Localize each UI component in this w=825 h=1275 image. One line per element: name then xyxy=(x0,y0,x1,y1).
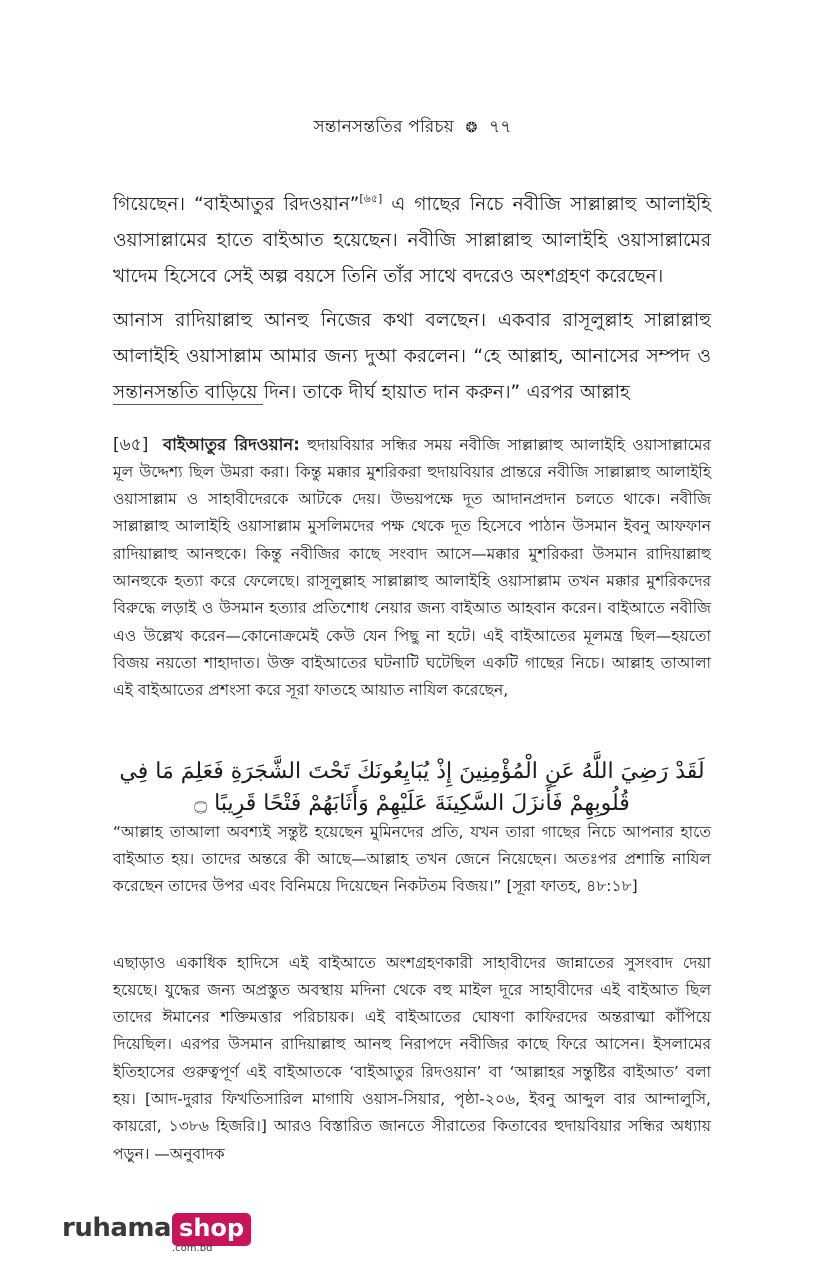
footnote-term: বাইআতুর রিদওয়ান: xyxy=(162,434,300,454)
logo-brand: ruhama xyxy=(62,1213,172,1243)
arabic-verse: لَقَدْ رَضِيَ اللَّهُ عَنِ الْمُؤْمِنِينَ إِذْ يُبَايِعُونَكَ تَحْتَ الشَّجَرَةِ فَعَلِمَ مَا فِي قُلُوبِهِمْ فَأَنزَلَ السَّكِينَةَ عَلَيْهِمْ وَأَثَابَهُمْ فَتْحًا قَرِيبًا ۝ xyxy=(119,759,705,816)
footnote-continuation: এছাড়াও একাধিক হাদিসে এই বাইআতে অংশগ্রহণকারী সাহাবীদের জান্নাতের সুসংবাদ দেয়া হয়েছে। যুদ্ধের জন্য অপ্রস্তুত অবস্থায় মদিনা থেকে বহু মাইল দূরে সাহাবীদের এই বাইআত ছিল তাদের ঈমানের শক্তিমত্তার পরিচায়ক। এই বাইআতের ঘোষণা কাফিরদের অন্তরাত্মা কাঁপিয়ে দিয়েছিল। এরপর উসমান রাদিয়াল্লাহু আনহু নিরাপদে নবীজির কাছে ফিরে আসেন। ইসলামের ইতিহাসের গুরুত্বপূর্ণ এই বাইআতকে ‘বাইআতুর রিদওয়ান’ বা ‘আল্লাহর সন্তুষ্টির বাইআত’ বলা হয়। [আদ-দুরার ফিখতিসারিল মাগাযি ওয়াস-সিয়ার, পৃষ্ঠা-২০৬, ইবনু আব্দুল বার আন্দালুসি, কায়রো, ১৩৮৬ হিজরি।] আরও বিস্তারিত জানতে সীরাতের কিতাবের হুদায়বিয়ার সন্ধির অধ্যায় পড়ুন। —অনুবাদক xyxy=(113,953,711,1163)
verse-translation: “আল্লাহ তাআলা অবশ্যই সন্তুষ্ট হয়েছেন মুমিনদের প্রতি, যখন তারা গাছের নিচে আপনার হাতে বাইআত হয়। তাদের অন্তরে কী আছে—আল্লাহ তখন জেনে নিয়েছেন। অতঃপর প্রশান্তি নাযিল করেছেন তাদের উপর এবং বিনিময়ে দিয়েছেন নিকটতম বিজয়।” [সূরা ফাতহ, ৪৮:১৮] xyxy=(113,822,711,896)
logo-domain: .com.bd xyxy=(172,1243,213,1254)
paragraph-text: গিয়েছেন। “বাইআতুর রিদওয়ান” xyxy=(113,193,360,215)
body-paragraph-2: আনাস রাদিয়াল্লাহু আনহু নিজের কথা বলছেন। একবার রাসূলুল্লাহ সাল্লাল্লাহু আলাইহি ওয়াসাল্লাম আমার জন্য দুআ করলেন। “হে আল্লাহ, আনাসের সম্পদ ও সন্তানসন্ততি বাড়িয়ে দিন। তাকে দীর্ঘ হায়াত দান করুন।” এরপর আল্লাহ xyxy=(113,309,711,403)
footnote-divider xyxy=(113,404,263,405)
body-paragraph-1 xyxy=(113,187,711,295)
page-number: ৭৭ xyxy=(489,117,512,137)
logo-shop-badge: shop xyxy=(172,1213,251,1246)
header-ornament-icon: ❂ xyxy=(465,120,478,136)
footnote-paragraph xyxy=(113,431,711,705)
footnote-marker: [৬৫] xyxy=(113,434,149,455)
footnote-text: হুদায়বিয়ার সন্ধির সময় নবীজি সাল্লাল্লাহু আলাইহি ওয়াসাল্লামের মূল উদ্দেশ্য ছিল উমরা করা। কিন্তু মক্কার মুশরিকরা হুদায়বিয়ার প্রান্তরে নবীজি সাল্লাল্লাহু আলাইহি ওয়াসাল্লাম ও সাহাবীদেরকে আটকে দেয়। উভয়পক্ষে দূত আদানপ্রদান চলতে থাকে। নবীজি সাল্লাল্লাহু আলাইহি ওয়াসাল্লাম মুসলিমদের পক্ষ থেকে দূত হিসেবে পাঠান উসমান ইবনু আফফান রাদিয়াল্লাহু আনহুকে। কিন্তু নবীজির কাছে সংবাদ আসে—মক্কার মুশরিকরা উসমান রাদিয়াল্লাহু আনহুকে হত্যা করে ফেলেছে। রাসূলুল্লাহ সাল্লাল্লাহু আলাইহি ওয়াসাল্লাম তখন মক্কার মুশরিকদের বিরুদ্ধে লড়াই ও উসমান হত্যার প্রতিশোধ নেয়ার জন্য বাইআত আহবান করেন। বাইআতে নবীজি এও উল্লেখ করেন—কোনোক্রমেই কেউ যেন পিছু না হটে। এই বাইআতের মূলমন্ত্র ছিল—হয়তো বিজয় নয়তো শাহাদাত। উক্ত বাইআতের ঘটনাটি ঘটেছিল একটি গাছের নিচে। আল্লাহ তাআলা এই বাইআতের প্রশংসা করে সূরা ফাতহে আয়াত নাযিল করেছেন, xyxy=(113,435,711,700)
running-header xyxy=(0,114,825,142)
header-title: সন্তানসন্ততির পরিচয় xyxy=(313,117,454,137)
paragraph-text: এ গাছের নিচে নবীজি সাল্লাল্লাহু আলাইহি ওয়াসাল্লামের হাতে বাইআত হয়েছেন। নবীজি সাল্লাল্লাহু আলাইহি ওয়াসাল্লামের খাদেম হিসেবে সেই অল্প বয়সে তিনি তাঁর সাথে বদরেও অংশগ্রহণ করেছেন। xyxy=(113,193,711,287)
publisher-logo xyxy=(62,1213,251,1257)
footnote-reference[interactable]: [৬৫] xyxy=(359,191,383,205)
